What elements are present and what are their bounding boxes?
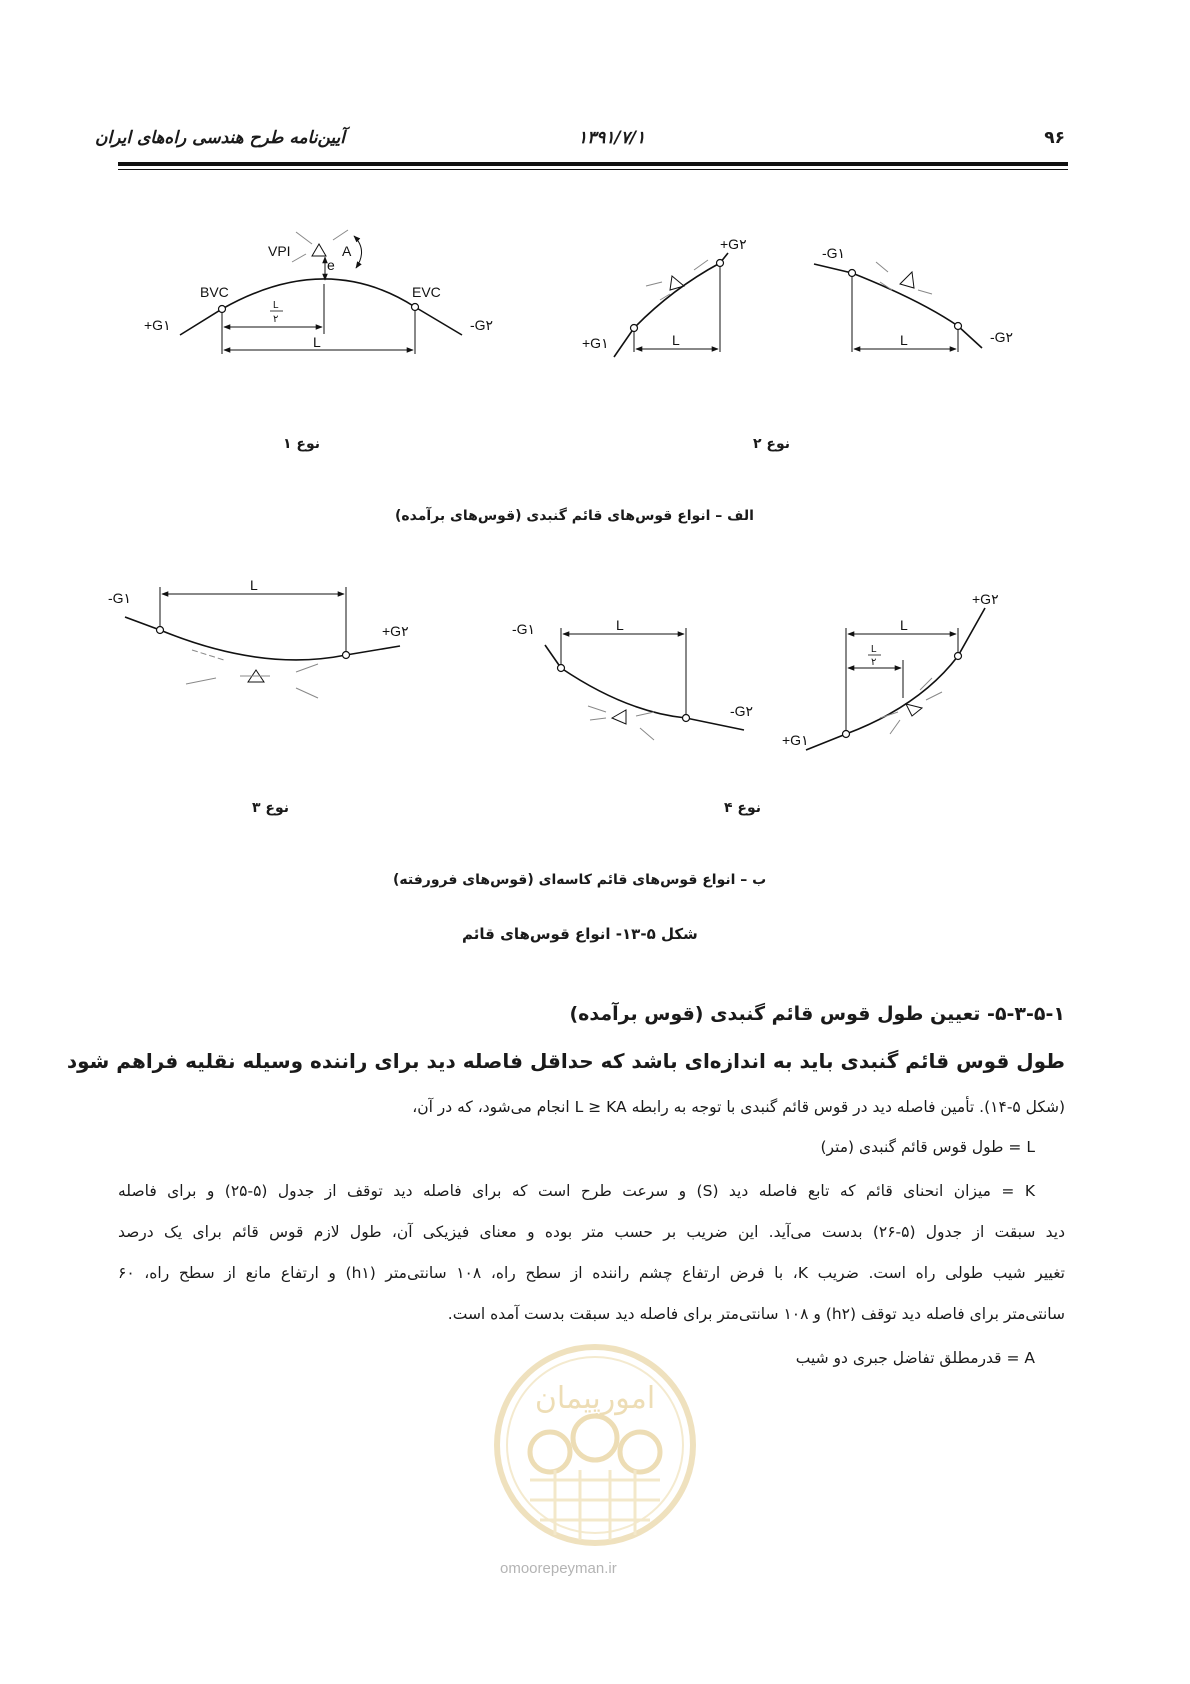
running-header-date: ۱۳۹۱/۷/۱: [578, 128, 646, 148]
type1-g1-label: +G۱: [144, 317, 171, 333]
type1-g2-label: -G۲: [470, 317, 494, 333]
definition-k-line3: تغییر شیب طولی راه است. ضریب K، با فرض ارتفاع چشم راننده از سطح راه، ۱۰۸ سانتی‌متر (h۱) و ارتفاع مانع از سطح راه، ۶۰: [118, 1264, 1065, 1282]
type4-right-half-l-den: ۲: [871, 657, 877, 668]
caption-b: ب – انواع قوس‌های قائم کاسه‌ای (قوس‌های فرورفته): [393, 872, 767, 888]
type1-half-l-den: ۲: [273, 314, 279, 325]
figure-caption: شکل ۵-۱۳- انواع قوس‌های قائم: [462, 925, 698, 943]
definition-k-line4: سانتی‌متر برای فاصله دید توقف (h۲) و ۱۰۸ سانتی‌متر برای فاصله دید سبقت بدست آمده است.: [447, 1305, 1065, 1323]
watermark-logo: [490, 1340, 700, 1550]
definition-l: L = طول قوس قائم گنبدی (متر): [820, 1138, 1035, 1156]
type1-a-arc: [354, 236, 362, 268]
definition-k-line1: K = میزان انحنای قائم که تابع فاصله دید (S) و سرعت طرح است که برای فاصله دید توقف از جدول (۵-۲۵) و برای فاصله: [118, 1182, 1035, 1200]
type2-left-g2-label: +G۲: [720, 236, 747, 252]
type4-right-g2-label: +G۲: [972, 591, 999, 607]
type1-bvc-point: [219, 306, 226, 313]
type1-caption: نوع ۱: [283, 436, 321, 452]
type2-left-g1-label: +G۱: [582, 335, 609, 351]
lead-sentence: طول قوس قائم گنبدی باید به اندازه‌ای باشد که حداقل فاصله دید برای راننده وسیله نقلیه فراهم شود: [66, 1049, 1065, 1073]
type2-right-g1-label: -G۱: [822, 245, 846, 261]
type4-left-l-label: L: [616, 617, 624, 633]
watermark-logo-text: امورپیمان: [534, 1381, 656, 1416]
page-number: ۹۶: [1044, 128, 1065, 148]
type4-left-curve: [545, 645, 744, 730]
type1-evc-point: [412, 304, 419, 311]
watermark-url: omoorepeyman.ir: [500, 1560, 617, 1577]
definition-a: A = قدرمطلق تفاضل جبری دو شیب: [795, 1349, 1035, 1367]
type2-left-curve: [614, 253, 728, 357]
type1-a-label: A: [342, 243, 352, 259]
type4-caption: نوع ۴: [724, 800, 762, 816]
type2-right-curve: [814, 264, 982, 348]
type4-left-diagram: [512, 617, 753, 740]
vertical-curves-figure: [0, 0, 1190, 800]
type3-g1-label: -G۱: [108, 590, 132, 606]
type1-evc-label: EVC: [412, 284, 441, 300]
type1-vpi-label: VPI: [268, 243, 291, 259]
running-header-title: آیین‌نامه طرح هندسی راه‌های ایران: [95, 128, 345, 148]
type4-right-g1-label: +G۱: [782, 732, 809, 748]
type2-left-diagram: [582, 236, 747, 357]
type2-right-diagram: [814, 245, 1013, 352]
type1-bvc-label: BVC: [200, 284, 229, 300]
type3-diagram: [108, 577, 409, 698]
type3-curve: [125, 617, 400, 660]
type4-left-g1-label: -G۱: [512, 621, 536, 637]
type1-diagram: [144, 230, 493, 354]
type3-l-label: L: [250, 577, 258, 593]
type2-left-l-label: L: [672, 332, 680, 348]
type4-right-diagram: [782, 591, 999, 750]
type1-l-label: L: [313, 334, 321, 350]
paragraph-intro: (شکل ۵-۱۴). تأمین فاصله دید در قوس قائم گنبدی با توجه به رابطه L ≥ KA انجام می‌شود، که در آن،: [412, 1098, 1065, 1116]
type1-half-l-num: L: [273, 300, 279, 311]
type3-caption: نوع ۳: [252, 800, 290, 816]
type4-right-half-l-num: L: [871, 644, 877, 655]
type4-right-l-label: L: [900, 617, 908, 633]
type2-right-l-label: L: [900, 332, 908, 348]
type1-eye-symbol: [312, 244, 326, 256]
type1-e-label: e: [327, 257, 335, 273]
definition-k-line2: دید سبقت از جدول (۵-۲۶) بدست می‌آید. این ضریب بر حسب متر بوده و معنای فیزیکی آن، طول لازم قوس قائم برای یک درصد: [118, 1223, 1065, 1241]
type3-g2-label: +G۲: [382, 623, 409, 639]
type2-caption: نوع ۲: [753, 436, 791, 452]
type2-right-g2-label: -G۲: [990, 329, 1014, 345]
type4-left-g2-label: -G۲: [730, 703, 754, 719]
caption-a: الف – انواع قوس‌های قائم گنبدی (قوس‌های برآمده): [395, 508, 754, 524]
section-heading: ۵-۳-۵-۱- تعیین طول قوس قائم گنبدی (قوس برآمده): [569, 1003, 1065, 1025]
